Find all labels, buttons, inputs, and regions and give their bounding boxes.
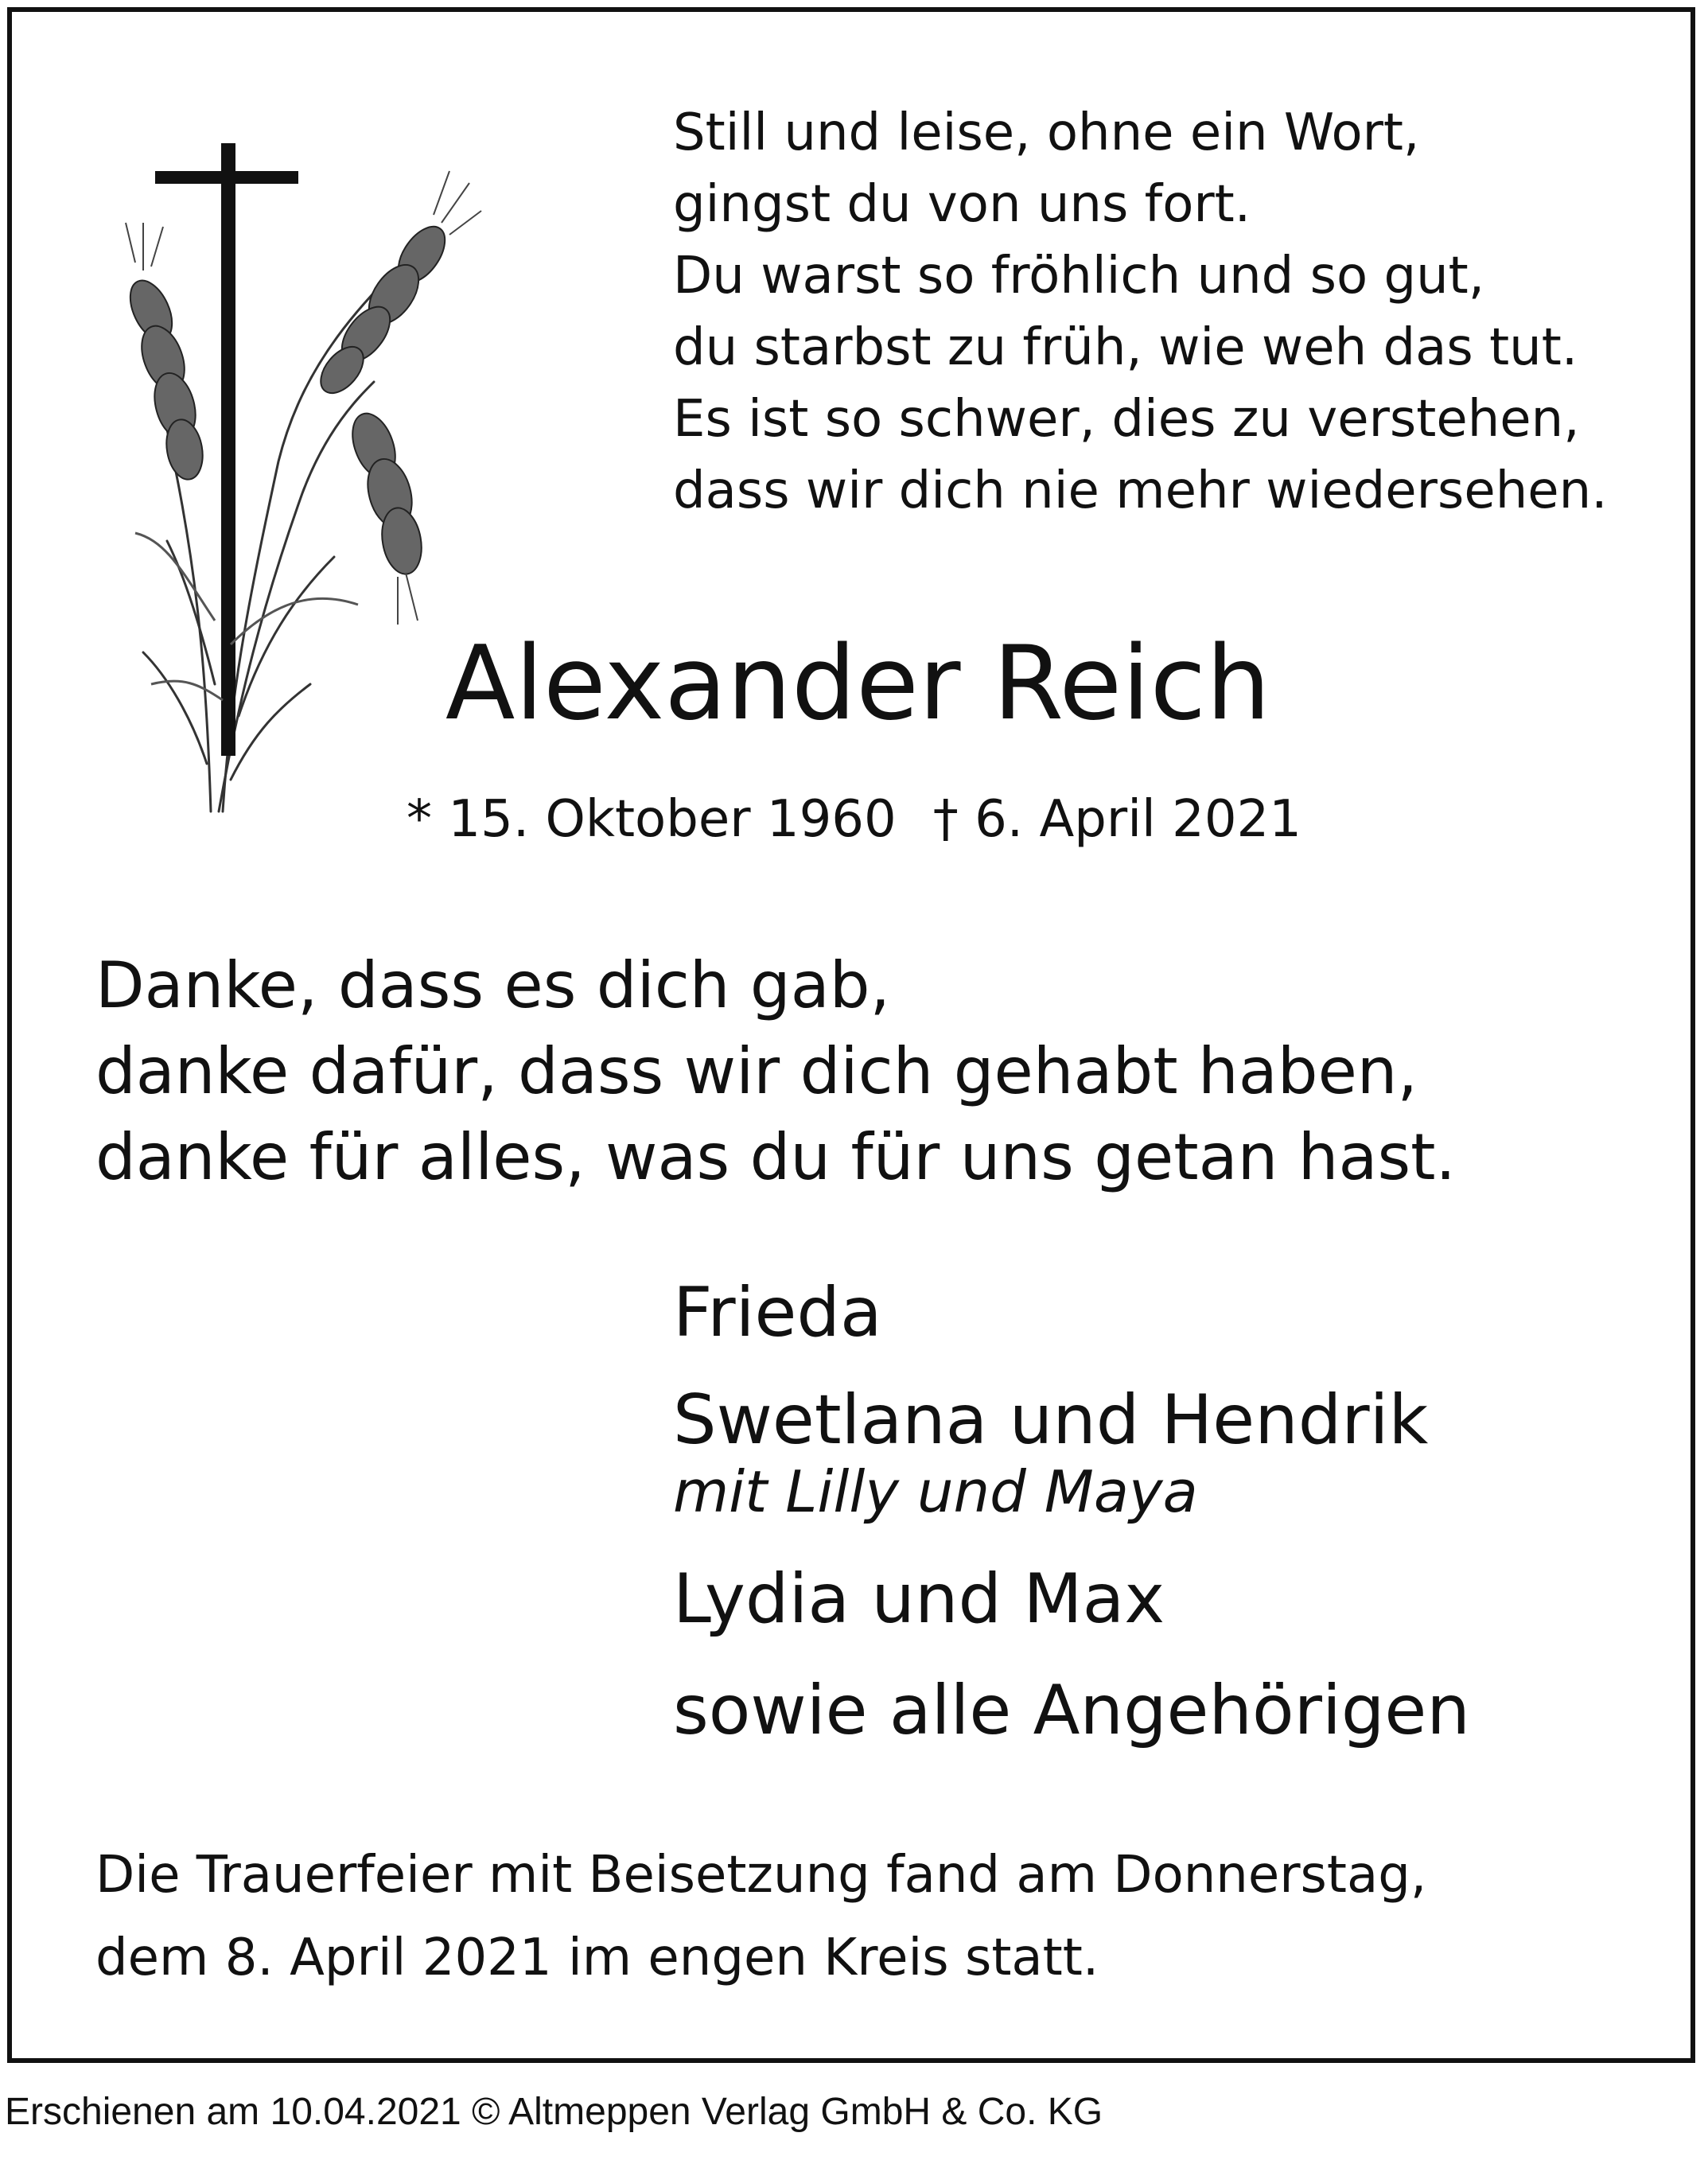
- mourner-swetlana-hendrik: Swetlana und Hendrik: [673, 1380, 1429, 1460]
- poem-line: Es ist so schwer, dies zu verstehen,: [673, 390, 1580, 449]
- mourner-frieda: Frieda: [673, 1273, 882, 1352]
- poem-line: du starbst zu früh, wie weh das tut.: [673, 318, 1578, 377]
- notice-line: Die Trauerfeier mit Beisetzung fand am Donnerstag,: [95, 1846, 1427, 1905]
- death-date: † 6. April 2021: [932, 790, 1301, 849]
- poem: [673, 97, 1667, 527]
- birth-date: * 15. Oktober 1960: [407, 790, 897, 849]
- poem-line: Still und leise, ohne ein Wort,: [673, 103, 1420, 162]
- publication-footer: Erschienen am 10.04.2021 © Altmeppen Verlag GmbH & Co. KG: [5, 2091, 1103, 2133]
- deceased-name: Alexander Reich: [445, 625, 1271, 743]
- thanks-line: danke für alles, was du für uns getan hast.: [95, 1120, 1456, 1194]
- poem-line: Du warst so fröhlich und so gut,: [673, 247, 1485, 306]
- thanks-verse: [95, 943, 1647, 1201]
- poem-line: dass wir dich nie mehr wiedersehen.: [673, 461, 1608, 520]
- life-dates: [0, 788, 1708, 851]
- notice-line: dem 8. April 2021 im engen Kreis statt.: [95, 1928, 1099, 1987]
- funeral-notice: [95, 1834, 1647, 1999]
- mourner-lydia-max: Lydia und Max: [673, 1559, 1165, 1639]
- thanks-line: danke dafür, dass wir dich gehabt haben,: [95, 1034, 1418, 1108]
- thanks-line: Danke, dass es dich gab,: [95, 948, 890, 1022]
- mourner-children: mit Lilly und Maya: [673, 1458, 1198, 1525]
- mourner-relatives: sowie alle Angehörigen: [673, 1671, 1470, 1750]
- poem-line: gingst du von uns fort.: [673, 175, 1251, 234]
